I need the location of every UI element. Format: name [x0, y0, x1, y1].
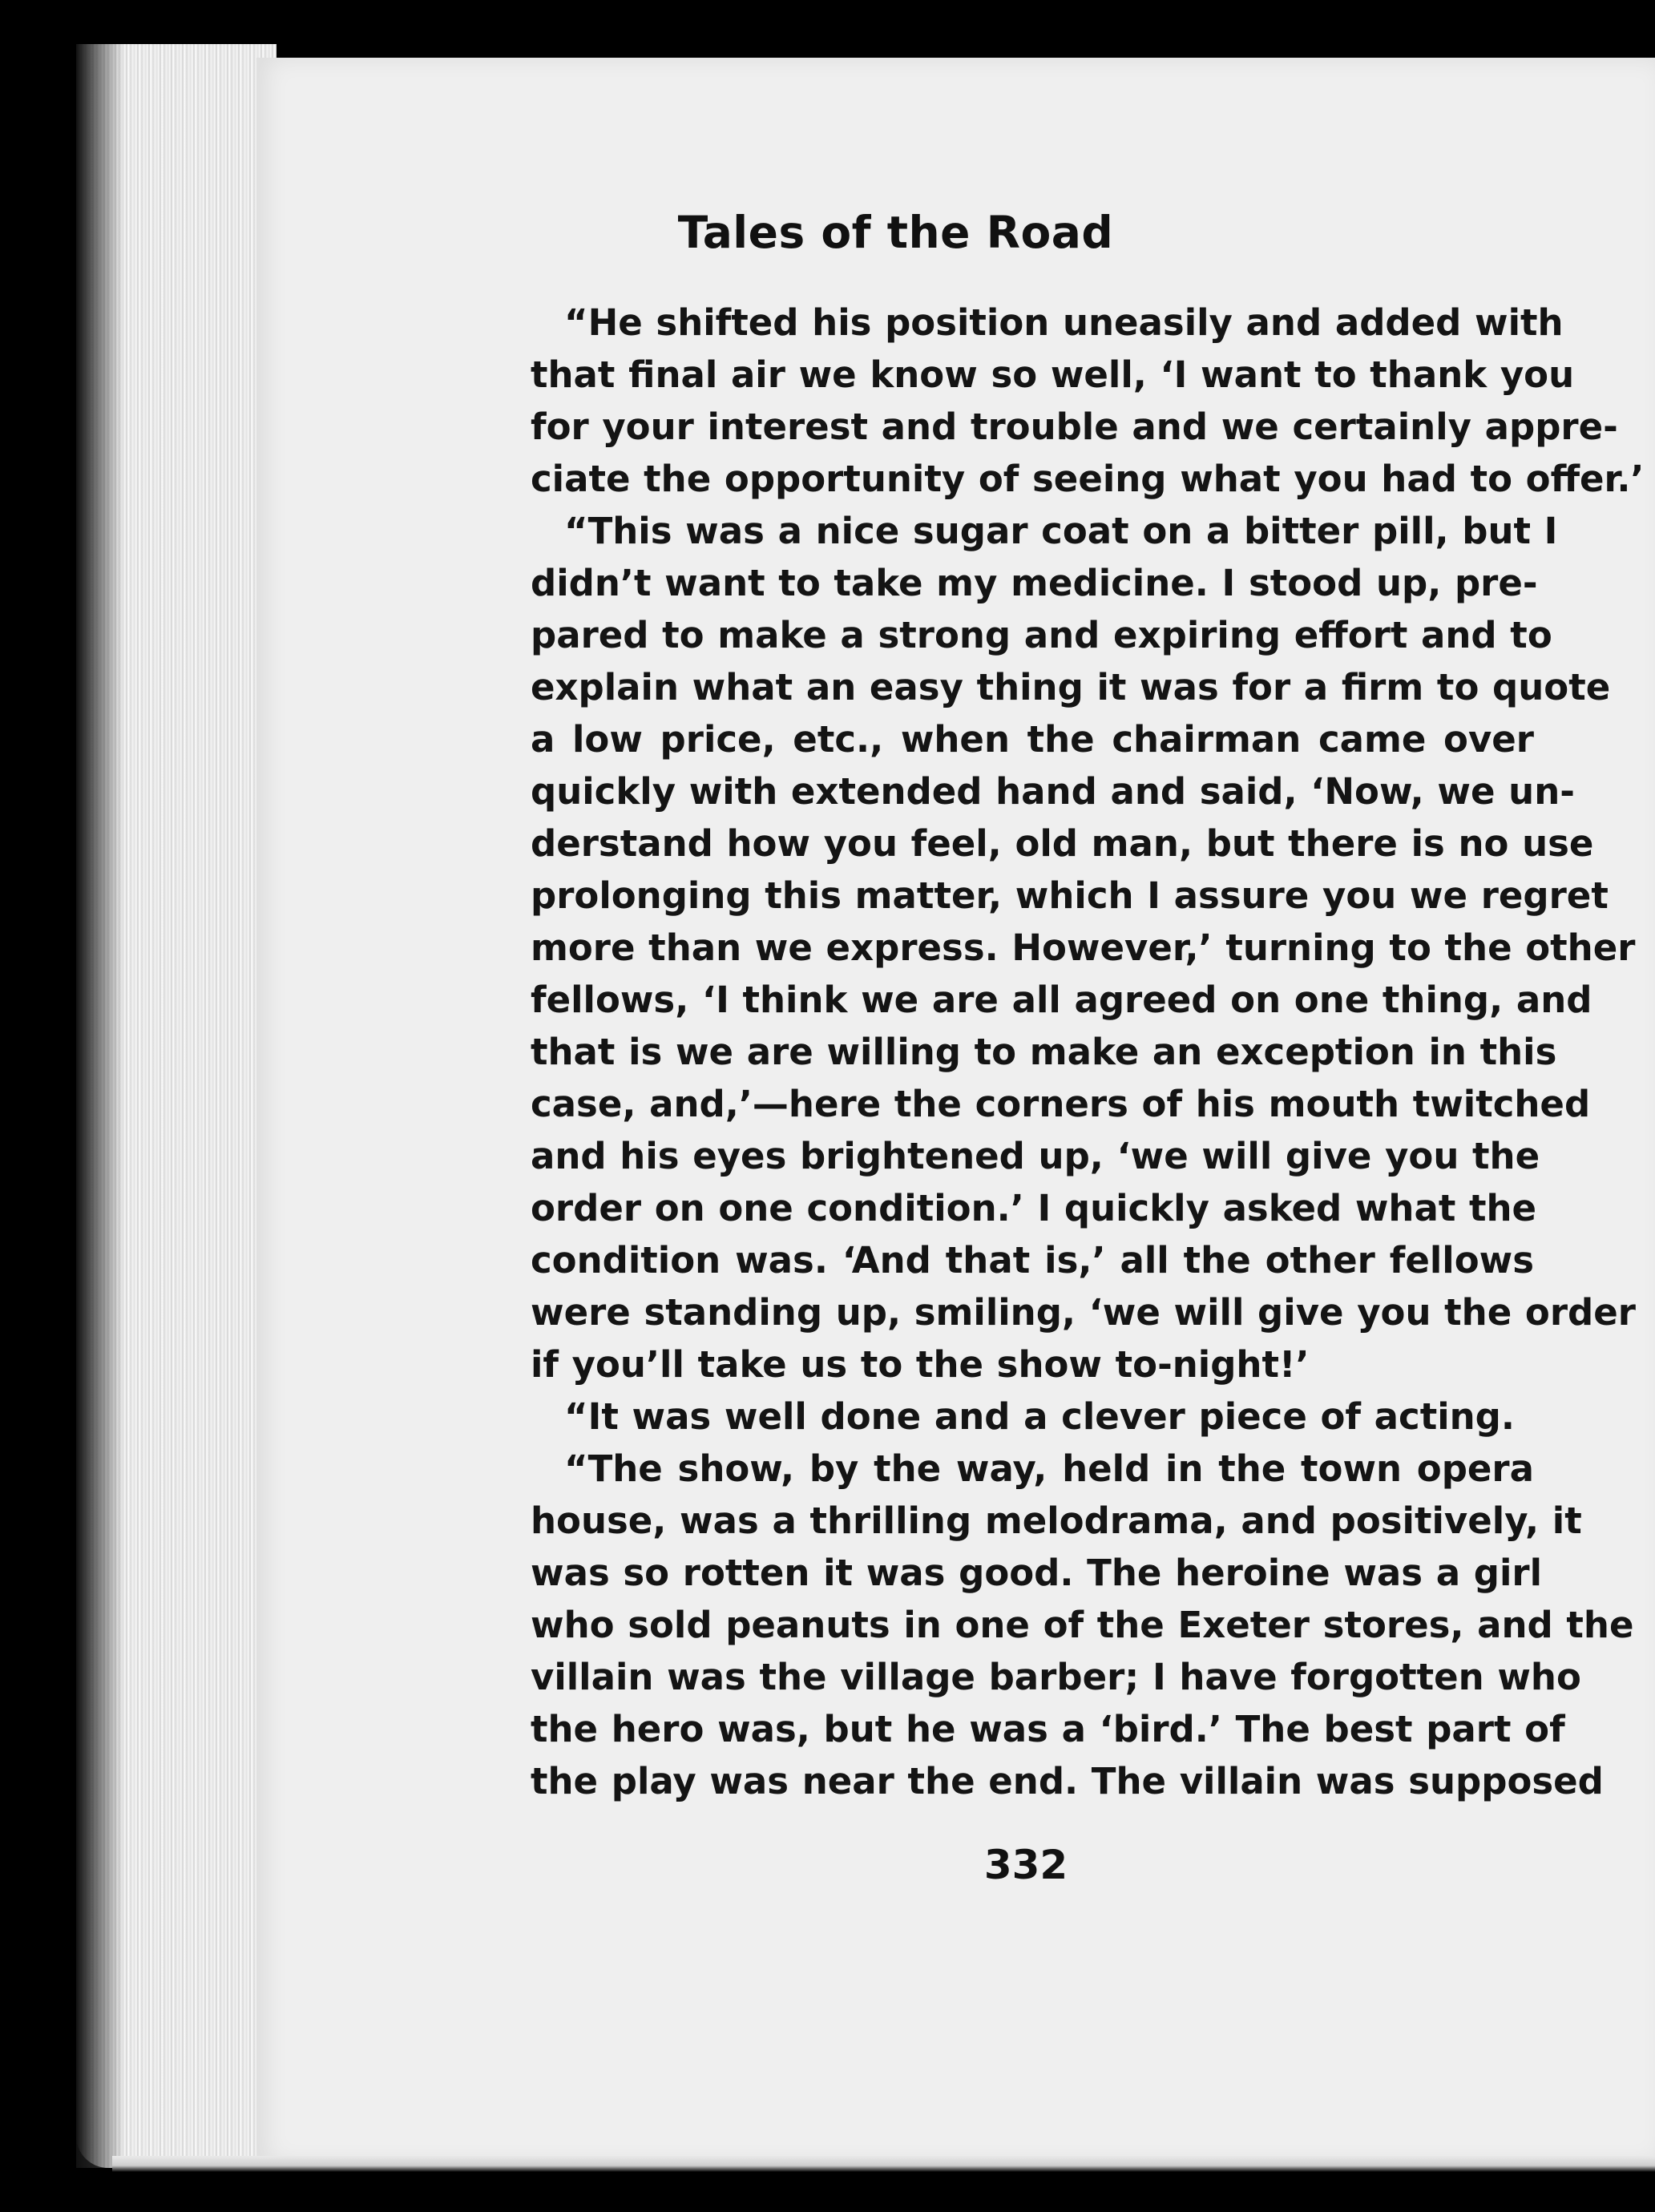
text-line: “It was well done and a clever piece of acting. [564, 1395, 1515, 1438]
text-line: more than we express. However,’ turning to the other [531, 926, 1636, 969]
text-line: pared to make a strong and expiring effort and to [531, 614, 1552, 656]
text-line: “He shifted his position uneasily and added with [564, 301, 1564, 344]
paragraph [531, 1443, 1634, 1807]
text-line: that final air we know so well, ‘I want to thank you [531, 353, 1575, 396]
text-line: prolonging this matter, which I assure you we regret [531, 874, 1609, 917]
page-bottom-edge [112, 2156, 1655, 2172]
text-line: a low price, etc., when the chairman came over [531, 718, 1534, 761]
body-text [531, 297, 1645, 1807]
text-line: didn’t want to take my medicine. I stood up, pre- [531, 562, 1538, 604]
text-line: “The show, by the way, held in the town opera [564, 1447, 1534, 1490]
text-line: “This was a nice sugar coat on a bitter pill, but I [564, 510, 1558, 552]
text-line: condition was. ‘And that is,’ all the other fellows [531, 1239, 1534, 1282]
text-line: and his eyes brightened up, ‘we will give you the [531, 1135, 1540, 1177]
text-line: for your interest and trouble and we certainly appre- [531, 406, 1618, 448]
text-line: that is we are willing to make an exception in this [531, 1031, 1557, 1073]
paragraph [531, 1391, 1534, 1443]
text-line: were standing up, smiling, ‘we will give you the order [531, 1291, 1636, 1334]
paragraph [531, 297, 1645, 505]
text-line: quickly with extended hand and said, ‘Now, we un- [531, 770, 1575, 813]
text-line: villain was the village barber; I have forgotten who [531, 1656, 1581, 1698]
text-line: if you’ll take us to the show to-night!’ [531, 1343, 1310, 1386]
text-line: who sold peanuts in one of the Exeter stores, and the [531, 1604, 1634, 1646]
text-line: ciate the opportunity of seeing what you had to offer.’ [531, 458, 1645, 500]
running-head: Tales of the Road [677, 207, 1114, 258]
text-line: order on one condition.’ I quickly asked what the [531, 1187, 1537, 1229]
text-line: the play was near the end. The villain was supposed [531, 1760, 1604, 1802]
text-line: case, and,’—here the corners of his mouth twitched [531, 1083, 1591, 1125]
text-line: house, was a thrilling melodrama, and positively, it [531, 1500, 1582, 1542]
text-line: explain what an easy thing it was for a firm to quote [531, 666, 1611, 708]
text-line: was so rotten it was good. The heroine was a girl [531, 1552, 1543, 1594]
binding-shadow [76, 44, 124, 2168]
page-number: 332 [983, 1842, 1068, 1888]
paragraph [531, 505, 1636, 1391]
text-line: derstand how you feel, old man, but there is no use [531, 822, 1594, 865]
text-line: fellows, ‘I think we are all agreed on one thing, and [531, 979, 1592, 1021]
text-line: the hero was, but he was a ‘bird.’ The best part of [531, 1708, 1565, 1750]
